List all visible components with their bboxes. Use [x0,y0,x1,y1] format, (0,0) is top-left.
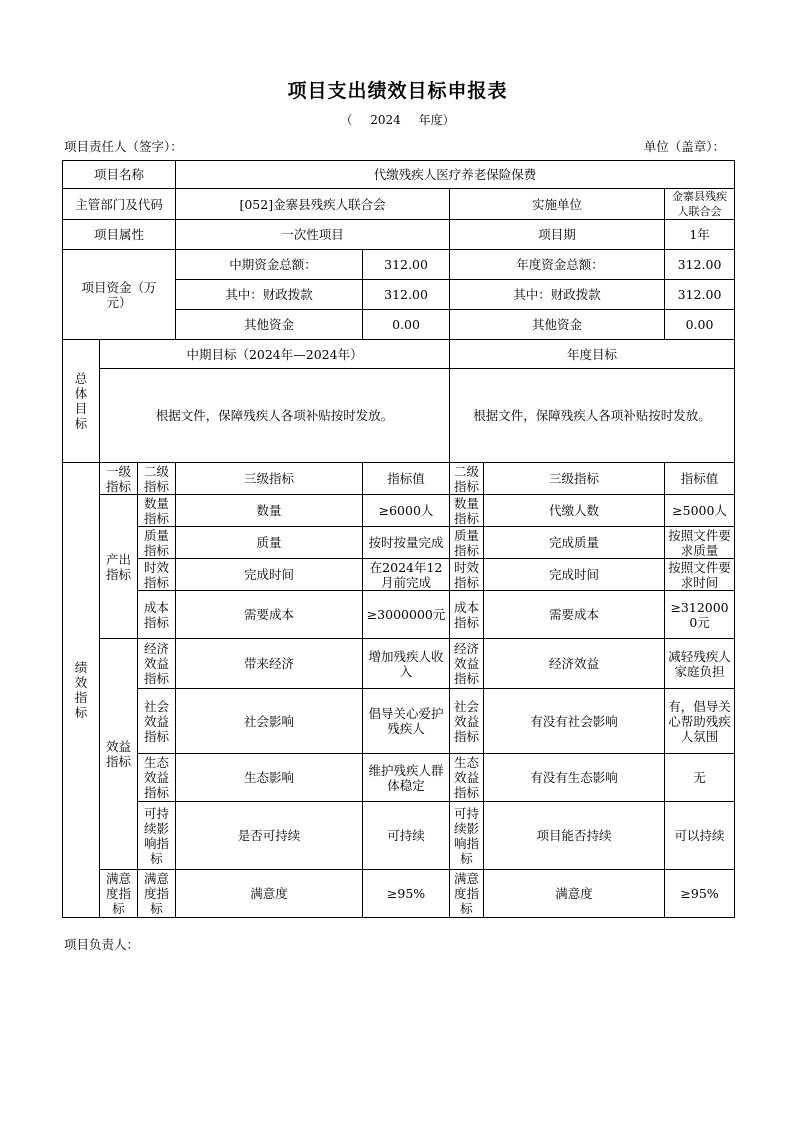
mid-goal-text: 根据文件，保障残疾人各项补贴按时发放。 [100,369,450,463]
year-open: （ [340,113,353,127]
annual-goal-header: 年度目标 [450,340,735,369]
table-row-av: 可以持续 [665,802,735,870]
benefit-label-text: 效益指标 [105,739,131,769]
table-row-a2: 满意度指标 [450,870,484,918]
header-l3: 三级指标 [176,463,363,495]
impl-unit-label: 实施单位 [450,189,665,220]
table-row-m3: 是否可持续 [176,802,363,870]
table-row-a3: 经济效益 [484,639,665,689]
table-row-a2: 社会效益指标 [450,689,484,754]
table-row-l2: 经济效益指标 [138,639,176,689]
table-row-l2: 可持续影响指标 [138,802,176,870]
table-row-a3: 代缴人数 [484,495,665,527]
project-name-label: 项目名称 [63,161,176,189]
table-row-m3: 质量 [176,527,363,559]
overall-goal-label-text: 总体目标 [74,371,88,431]
header-l2: 二级指标 [138,463,176,495]
header-l1: 一级指标 [100,463,138,495]
perf-label-text: 绩效指标 [74,660,88,720]
attr-value: 一次性项目 [176,220,450,250]
table-row-mv: 维护残疾人群体稳定 [363,754,450,802]
table-row-m3: 社会影响 [176,689,363,754]
table-row-mv: 按时按量完成 [363,527,450,559]
period-value: 1年 [665,220,735,250]
mid-other-label: 其他资金 [176,310,363,340]
responsible-signature: 项目责任人（签字）： [64,139,183,154]
table-row-av: ≥5000人 [665,495,735,527]
attr-label: 项目属性 [63,220,176,250]
mid-total-label: 中期资金总额： [176,250,363,280]
table-row-m3: 带来经济 [176,639,363,689]
table-row-av: 减轻残疾人家庭负担 [665,639,735,689]
table-row-a2: 数量指标 [450,495,484,527]
unit-seal: 单位（盖章）： [643,139,725,154]
table-row-l2: 生态效益指标 [138,754,176,802]
table-row-a3: 项目能否持续 [484,802,665,870]
annual-goal-text: 根据文件，保障残疾人各项补贴按时发放。 [450,369,735,463]
mid-fiscal-label: 其中：财政拨款 [176,280,363,310]
annual-other-value: 0.00 [665,310,735,340]
table-row-l2: 社会效益指标 [138,689,176,754]
table-row-mv: 倡导关心爱护残疾人 [363,689,450,754]
table-row-av: 无 [665,754,735,802]
performance-table [62,160,735,918]
table-row-mv: ≥95% [363,870,450,918]
table-row-l2: 质量指标 [138,527,176,559]
table-row-a2: 可持续影响指标 [450,802,484,870]
table-row-a2: 经济效益指标 [450,639,484,689]
table-row-a3: 有没有生态影响 [484,754,665,802]
table-row-l2: 时效指标 [138,559,176,591]
table-row-a3: 满意度 [484,870,665,918]
mid-total-value: 312.00 [363,250,450,280]
header-val-annual: 指标值 [665,463,735,495]
annual-other-label: 其他资金 [450,310,665,340]
table-row-m3: 完成时间 [176,559,363,591]
header-l2-annual: 二级指标 [450,463,484,495]
table-row-l2: 满意度指标 [138,870,176,918]
header-val: 指标值 [363,463,450,495]
satisfaction-l1: 满意度指标 [100,870,138,918]
table-row-av: 按照文件要求质量 [665,527,735,559]
table-row-a3: 完成时间 [484,559,665,591]
table-row-l2: 数量指标 [138,495,176,527]
output-label [100,495,138,639]
table-row-a2: 成本指标 [450,591,484,639]
table-row-mv: ≥6000人 [363,495,450,527]
table-row-a3: 有没有社会影响 [484,689,665,754]
table-row-mv: 在2024年12月前完成 [363,559,450,591]
table-row-a3: 需要成本 [484,591,665,639]
year-line [0,111,795,128]
annual-fiscal-label: 其中：财政拨款 [450,280,665,310]
funds-label [63,250,176,340]
table-row-m3: 生态影响 [176,754,363,802]
table-row-m3: 需要成本 [176,591,363,639]
table-row-mv: ≥3000000元 [363,591,450,639]
table-row-a2: 时效指标 [450,559,484,591]
benefit-label [100,639,138,870]
table-row-m3: 满意度 [176,870,363,918]
year-value: 2024 [370,113,401,127]
output-label-text: 产出指标 [105,551,131,582]
annual-total-label: 年度资金总额： [450,250,665,280]
perf-label [63,463,100,918]
table-row-m3: 数量 [176,495,363,527]
funds-label-text: 项目资金（万元） [81,279,157,310]
table-row-av: 按照文件要求时间 [665,559,735,591]
annual-fiscal-value: 312.00 [665,280,735,310]
period-label: 项目期 [450,220,665,250]
table-row-a3: 完成质量 [484,527,665,559]
table-row-a2: 质量指标 [450,527,484,559]
dept-value: [052]金寨县残疾人联合会 [176,189,450,220]
mid-other-value: 0.00 [363,310,450,340]
impl-unit-value: 金寨县残疾人联合会 [665,189,735,220]
dept-label: 主管部门及代码 [63,189,176,220]
overall-goal-label [63,340,100,463]
year-suffix: 年度） [418,113,455,127]
table-row-a2: 生态效益指标 [450,754,484,802]
project-name: 代缴残疾人医疗养老保险保费 [176,161,735,189]
table-row-l2: 成本指标 [138,591,176,639]
mid-fiscal-value: 312.00 [363,280,450,310]
mid-goal-header: 中期目标（2024年—2024年） [100,340,450,369]
page-title: 项目支出绩效目标申报表 [287,80,508,102]
table-row-av: 有，倡导关心帮助残疾人氛围 [665,689,735,754]
table-row-mv: 可持续 [363,802,450,870]
header-l3-annual: 三级指标 [484,463,665,495]
annual-total-value: 312.00 [665,250,735,280]
table-row-mv: 增加残疾人收入 [363,639,450,689]
project-leader: 项目负责人： [64,937,140,952]
table-row-av: ≥95% [665,870,735,918]
table-row-av: ≥3120000元 [665,591,735,639]
